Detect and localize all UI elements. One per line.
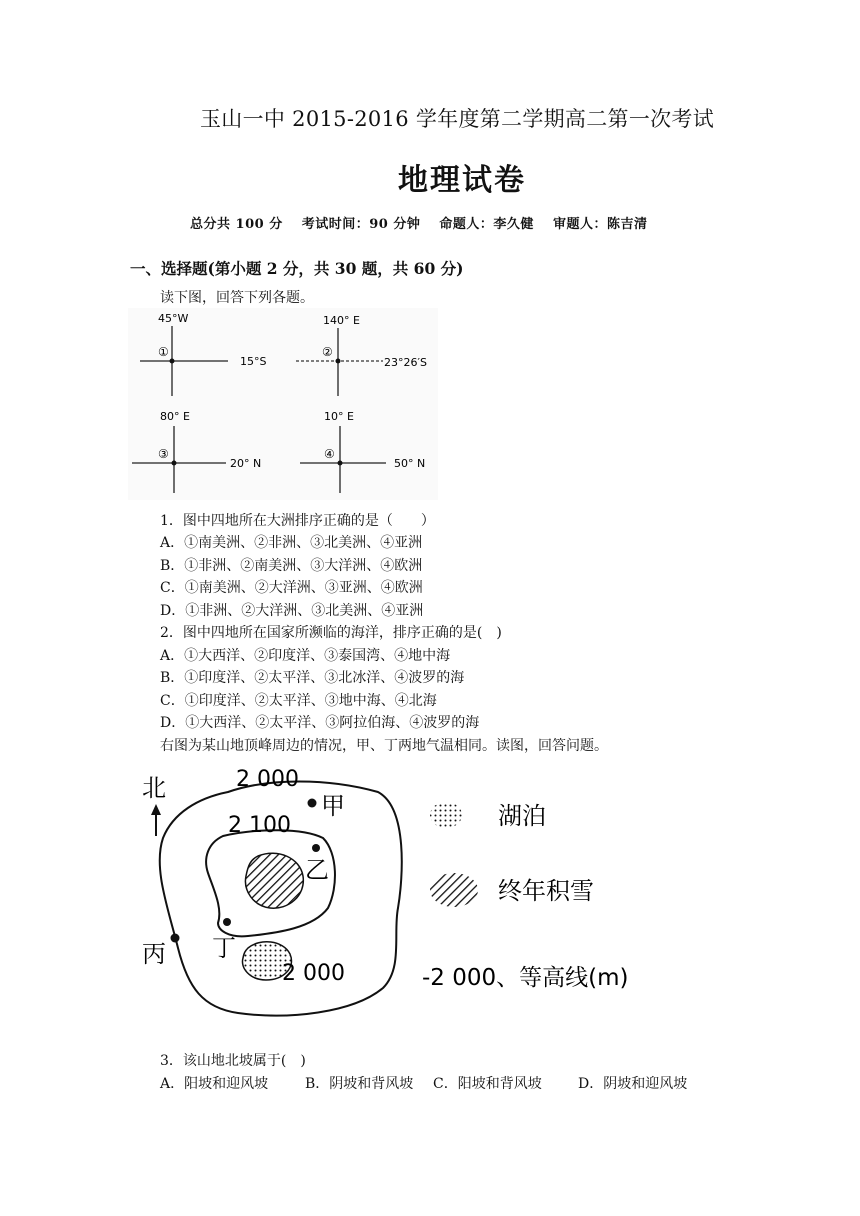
panel-3-lat: 20° N <box>230 457 262 470</box>
q2-option-c: C．①印度洋、②太平洋、③地中海、④北海 <box>160 693 437 709</box>
q1-option-d: D．①非洲、②大洋洲、③北美洲、④亚洲 <box>160 603 424 619</box>
q3-option-a: A．阳坡和迎风坡 <box>160 1076 269 1092</box>
legend-lake-symbol <box>430 802 462 828</box>
legend-snow-label: 终年积雪 <box>498 877 594 905</box>
q1-option-a: A．①南美洲、②非洲、③北美洲、④亚洲 <box>160 535 423 551</box>
north-arrow-icon <box>151 804 161 836</box>
total-score: 总分共 100 分 <box>190 217 283 232</box>
q1-stem: 1．图中四地所在大洲排序正确的是（ ） <box>160 513 435 529</box>
panel-2-lat: 23°26′S <box>384 356 427 369</box>
panel-4-lat: 50° N <box>394 457 426 470</box>
q1-option-b: B．①非洲、②南美洲、③大洋洲、④欧洲 <box>160 558 423 574</box>
panel-2-marker: ② <box>322 345 333 359</box>
lake-contour-label: 2 000 <box>282 961 345 986</box>
exam-time: 考试时间：90 分钟 <box>301 217 421 232</box>
exam-info <box>190 213 661 232</box>
contour-label-2100: 2 100 <box>228 813 291 838</box>
coordinate-figure <box>128 308 438 500</box>
point-ding <box>223 918 231 926</box>
panel-1-marker: ① <box>158 345 169 359</box>
snow-patch <box>245 853 303 908</box>
point-ding-label: 丁 <box>212 934 236 962</box>
legend <box>422 802 628 991</box>
q2-option-d: D．①大西洋、②太平洋、③阿拉伯海、④波罗的海 <box>160 715 480 731</box>
panel-1-lat: 15°S <box>240 355 267 368</box>
subject-title: 地理试卷 <box>398 163 526 198</box>
legend-snow-symbol <box>430 873 478 907</box>
point-yi <box>312 844 320 852</box>
q3-option-c: C．阳坡和背风坡 <box>433 1076 542 1092</box>
point-bing-label: 丙 <box>142 940 166 968</box>
school-title: 玉山一中 2015-2016 学年度第二学期高二第一次考试 <box>200 107 715 131</box>
legend-lake-label: 湖泊 <box>498 802 546 830</box>
panel-4-lon: 10° E <box>324 410 354 423</box>
panel-3-lon: 80° E <box>160 410 190 423</box>
q2-stem: 2．图中四地所在国家所濒临的海洋，排序正确的是( ) <box>160 625 502 641</box>
panel-1-lon: 45°W <box>158 312 189 325</box>
figure2-intro: 右图为某山地顶峰周边的情况，甲、丁两地气温相同。读图，回答问题。 <box>160 738 608 754</box>
contour-label-2000: 2 000 <box>236 767 299 792</box>
q2-option-b: B．①印度洋、②太平洋、③北冰洋、④波罗的海 <box>160 670 465 686</box>
point-yi-label: 乙 <box>305 856 329 884</box>
section-intro: 读下图，回答下列各题。 <box>160 290 314 306</box>
q1-option-c: C．①南美洲、②大洋洲、③亚洲、④欧洲 <box>160 580 423 596</box>
panel-2-lon: 140° E <box>323 314 360 327</box>
q2-option-a: A．①大西洋、②印度洋、③泰国湾、④地中海 <box>160 648 451 664</box>
contour-map-figure <box>128 758 628 1038</box>
q3-option-b: B．阴坡和背风坡 <box>305 1076 414 1092</box>
author: 命题人：李久健 <box>439 217 534 232</box>
panel-3-marker: ③ <box>158 447 169 461</box>
reviewer: 审题人：陈吉清 <box>552 217 648 232</box>
q3-stem: 3．该山地北坡属于( ) <box>160 1053 306 1069</box>
q3-option-d: D．阴坡和迎风坡 <box>578 1076 688 1092</box>
legend-contour-label: -2 000、等高线(m) <box>422 965 628 991</box>
point-jia <box>308 799 317 808</box>
point-jia-label: 甲 <box>321 792 345 820</box>
section-title: 一、选择题(第小题 2 分，共 30 题，共 60 分) <box>130 259 464 278</box>
panel-4-marker: ④ <box>324 447 335 461</box>
point-bing <box>171 934 180 943</box>
north-label: 北 <box>142 774 166 802</box>
